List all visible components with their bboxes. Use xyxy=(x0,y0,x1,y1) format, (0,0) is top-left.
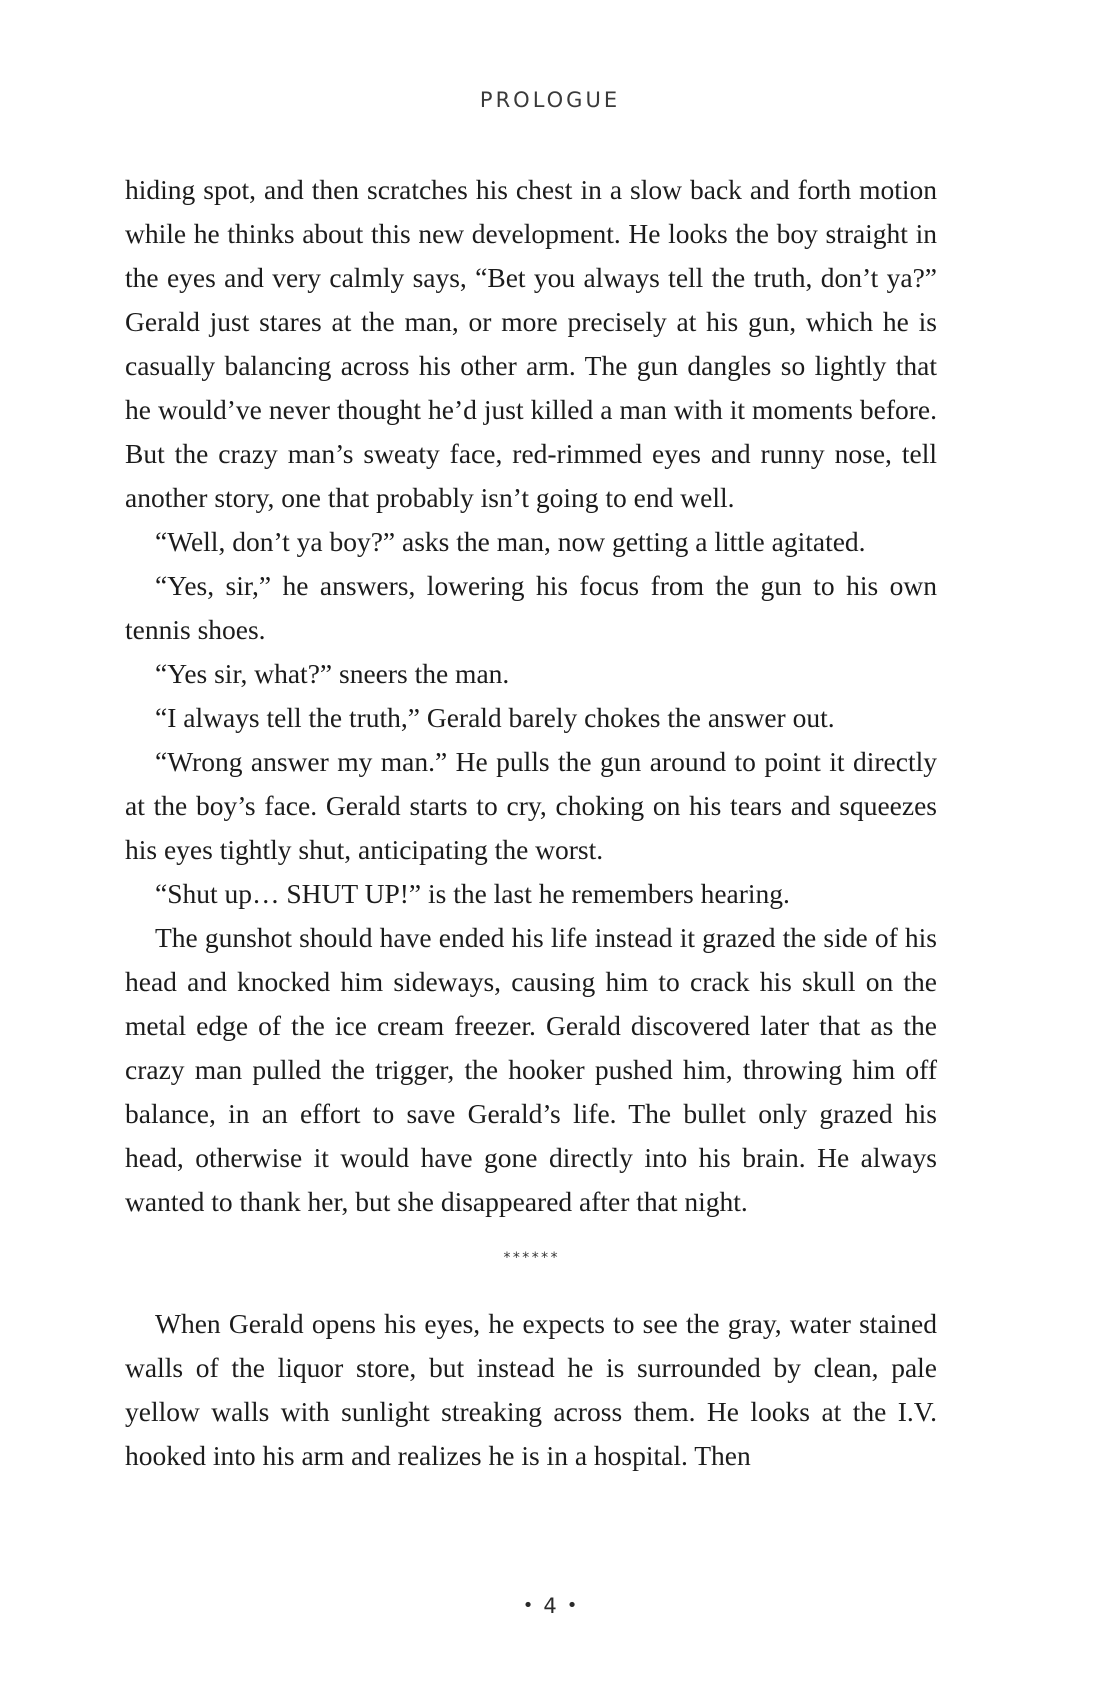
paragraph: When Gerald opens his eyes, he expects to see the gray, water stained walls of the liquor store, but instead he is surrounded by clean, pale yellow walls with sunlight streaking across them. He looks at the I.V. hooked into his arm and realizes he is in a hospital. Then xyxy=(125,1308,937,1471)
paragraph: “I always tell the truth,” Gerald barely chokes the answer out. xyxy=(155,702,835,733)
page-number: 4 xyxy=(543,1594,557,1618)
body-text xyxy=(125,168,937,1478)
paragraph: “Well, don’t ya boy?” asks the man, now getting a little agitated. xyxy=(155,526,866,557)
page-footer xyxy=(0,1594,1100,1618)
paragraph: The gunshot should have ended his life instead it grazed the side of his head and knocked him sideways, causing him to crack his skull on the metal edge of the ice cream freezer. Gerald discovered later that as the crazy man pulled the trigger, the hooker pushed him, throwing him off balance, in an effort to save Gerald’s life. The bullet only grazed his head, otherwise it would have gone directly into his brain. He always wanted to thank her, but she disappeared after that night. xyxy=(125,922,937,1217)
paragraph: “Yes sir, what?” sneers the man. xyxy=(155,658,510,689)
paragraph: hiding spot, and then scratches his chest in a slow back and forth motion while he thinks about this new development. He looks the boy straight in the eyes and very calmly says, “Bet you always tell the truth, don’t ya?” Gerald just stares at the man, or more precisely at his gun, which he is casually balancing across his other arm. The gun dangles so lightly that he would’ve never thought he’d just killed a man with it moments before. But the crazy man’s sweaty face, red-rimmed eyes and runny nose, tell another story, one that probably isn’t going to end well. xyxy=(125,174,937,513)
scene-break: ****** xyxy=(502,1250,560,1266)
bullet-ornament-icon: • xyxy=(522,1595,534,1616)
paragraph: “Wrong answer my man.” He pulls the gun around to point it directly at the boy’s face. Gerald starts to cry, choking on his tears and squeezes his eyes tightly shut, anticipating the worst. xyxy=(125,746,937,865)
paragraph: “Shut up… SHUT UP!” is the last he remembers hearing. xyxy=(155,878,790,909)
bullet-ornament-icon: • xyxy=(566,1595,578,1616)
paragraph: “Yes, sir,” he answers, lowering his focus from the gun to his own tennis shoes. xyxy=(125,570,937,645)
running-head: PROLOGUE xyxy=(479,88,621,112)
